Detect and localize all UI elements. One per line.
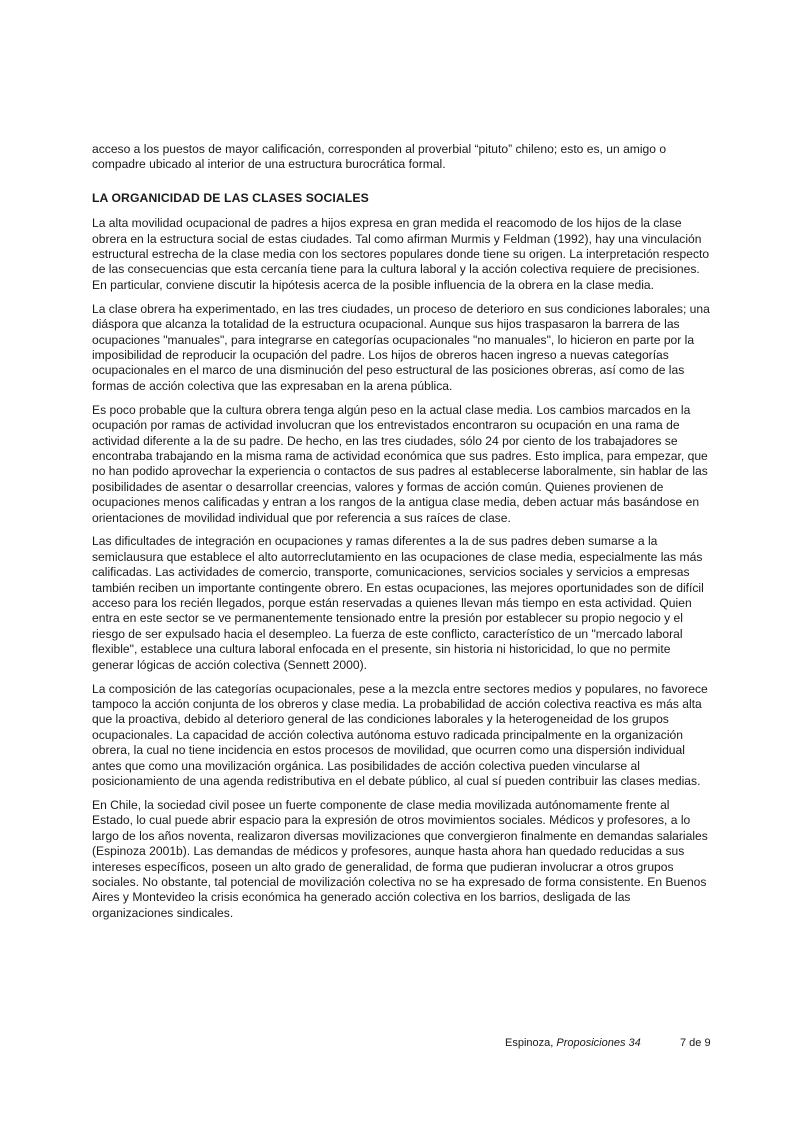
- body-paragraph-4: Las dificultades de integración en ocupaciones y ramas diferentes a la de sus padres deben sumarse a la semiclausura que establece el alto autorreclutamiento en las ocupaciones de clase media, especialmente las más calificadas. Las actividades de comercio, transporte, comunicaciones, servicios sociales y servicios a empresas también reciben un importante contingente obrero. En estas ocupaciones, las mejores oportunidades son de difícil acceso para los recién llegados, porque están reservadas a quienes llevan más tiempo en esta actividad. Quien entra en este sector se ve permanentemente tensionado entre la presión por establecer su propio negocio y el riesgo de ser expulsado hacia el desempleo. La fuerza de este conflicto, característico de un "mercado laboral flexible", establece una cultura laboral enfocada en el presente, sin historia ni historicidad, lo que no permite generar lógicas de acción colectiva (Sennett 2000).: [92, 534, 704, 672]
- footer-page-number: 7 de 9: [680, 1037, 711, 1049]
- section-heading: LA ORGANICIDAD DE LAS CLASES SOCIALES: [92, 190, 369, 205]
- page-footer: [505, 1036, 715, 1050]
- body-paragraph-5: La composición de las categorías ocupacionales, pese a la mezcla entre sectores medios y populares, no favorece tampoco la acción conjunta de los obreros y clase media. La probabilidad de acción colectiva reactiva es más alta que la proactiva, debido al deterioro general de las condiciones laborales y la heterogeneidad de los grupos ocupacionales. La capacidad de acción colectiva autónoma estuvo radicada principalmente en la organización obrera, la cual no tiene incidencia en estos procesos de movilidad, que ocurren como una dispersión individual antes que como una movilización orgánica. Las posibilidades de acción colectiva pueden vincularse al posicionamiento de una agenda redistributiva en el debate público, al cual sí pueden contribuir las clases medias.: [92, 681, 708, 789]
- footer-author: Espinoza,: [505, 1037, 557, 1049]
- footer-journal: Proposiciones 34: [556, 1037, 641, 1049]
- body-paragraph-2: La clase obrera ha experimentado, en las tres ciudades, un proceso de deterioro en sus condiciones laborales; una diáspora que alcanza la totalidad de la estructura ocupacional. Aunque sus hijos traspasaron la barrera de las ocupaciones "manuales", para integrarse en categorías ocupacionales "no manuales", lo hicieron en parte por la imposibilidad de reproducir la ocupación del padre. Los hijos de obreros hacen ingreso a nuevas categorías ocupacionales en el marco de una disminución del peso estructural de las posiciones obreras, así como de las formas de acción colectiva que las expresaban en la arena pública.: [92, 301, 710, 393]
- continuation-paragraph: acceso a los puestos de mayor calificación, corresponden al proverbial “pituto” chileno; esto es, un amigo o compadre ubicado al interior de una estructura burocrática formal.: [92, 142, 667, 172]
- body-paragraph-1: La alta movilidad ocupacional de padres a hijos expresa en gran medida el reacomodo de los hijos de la clase obrera en la estructura social de estas ciudades. Tal como afirman Murmis y Feldman (1992), hay una vinculación estructural estrecha de la clase media con los sectores populares donde tiene su origen. La interpretación respecto de las consecuencias que esta cercanía tiene para la cultura laboral y la acción colectiva requiere de precisiones. En particular, conviene discutir la hipótesis acerca de la posible influencia de la obrera en la clase media.: [92, 216, 710, 292]
- body-paragraph-3: Es poco probable que la cultura obrera tenga algún peso en la actual clase media. Los cambios marcados en la ocupación por ramas de actividad involucran que los entrevistados encontraron su ocupación en una rama de actividad diferente a la de su padre. De hecho, en las tres ciudades, sólo 24 por ciento de los trabajadores se encontraba trabajando en la misma rama de actividad económica que sus padres. Esto implica, para empezar, que no han podido aprovechar la experiencia o contactos de sus padres al establecerse laboralmente, sin hablar de las posibilidades de asentar o desarrollar creencias, valores y formas de acción común. Quienes provienen de ocupaciones menos calificadas y entran a los rangos de la antigua clase media, deben actuar más basándose en orientaciones de movilidad individual que por referencia a sus raíces de clase.: [92, 402, 708, 525]
- document-body: [92, 142, 712, 930]
- body-paragraph-6: En Chile, la sociedad civil posee un fuerte componente de clase media movilizada autónomamente frente al Estado, lo cual puede abrir espacio para la expresión de otros movimientos sociales. Médicos y profesores, a lo largo de los años noventa, realizaron diversas movilizaciones que convergieron finalmente en demandas salariales (Espinoza 2001b). Las demandas de médicos y profesores, aunque hasta ahora han quedado reducidas a sus intereses específicos, poseen un alto grado de generalidad, de forma que pudieran involucrar a otros grupos sociales. No obstante, tal potencial de movilización colectiva no se ha expresado de forma consistente. En Buenos Aires y Montevideo la crisis económica ha generado acción colectiva en los barrios, desligada de las organizaciones sindicales.: [92, 797, 708, 920]
